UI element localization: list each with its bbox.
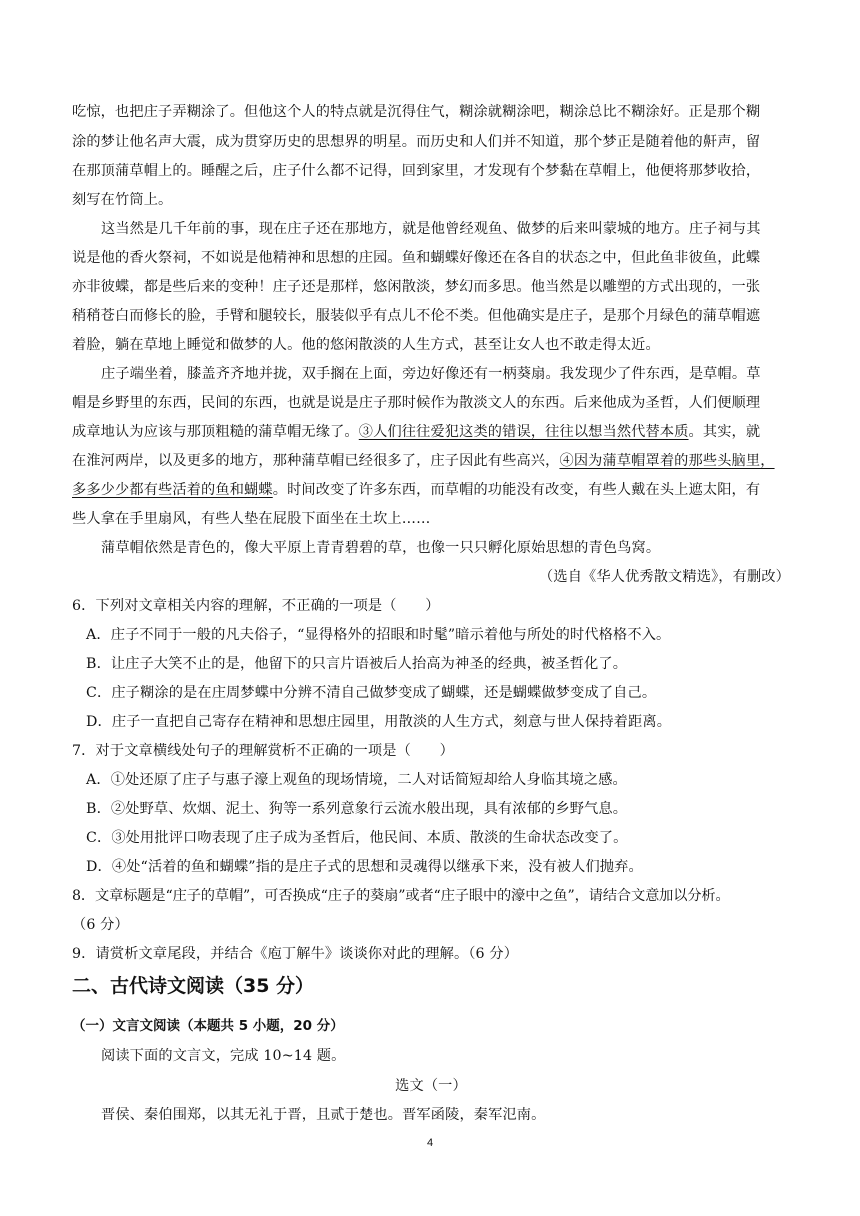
passage-text: 。时间改变了许多东西，而草帽的功能没有改变，有些人戴在头上遮太阳，有 xyxy=(272,482,761,498)
passage-line: 涂的梦让他名声大震，成为贯穿历史的思想界的明星。而历史和人们并不知道，那个梦正是随着他的鼾声，留 xyxy=(72,134,761,150)
passage-line: 稍稍苍白而修长的脸，手臂和腿较长，服装似乎有点儿不伦不类。但他确实是庄子，是那个月绿色的蒲草帽遮 xyxy=(72,308,761,324)
question-9-stem: 9．请赏析文章尾段，并结合《庖丁解牛》谈谈你对此的理解。（6 分） xyxy=(72,946,519,962)
question-7-option-d: D．④处“活着的鱼和蝴蝶”指的是庄子式的思想和灵魂得以继承下来，没有被人们抛弃。 xyxy=(86,859,643,875)
passage-line xyxy=(72,422,790,442)
question-6-option-c: C．庄子糊涂的是在庄周梦蝶中分辨不清自己做梦变成了蝴蝶，还是蝴蝶做梦变成了自己。 xyxy=(86,685,657,701)
passage-line: 些人拿在手里扇风，有些人垫在屁股下面坐在土坎上…… xyxy=(72,511,431,527)
selection-title: 选文（一） xyxy=(395,1078,467,1094)
source-citation: （选自《华人优秀散文精选》，有删改） xyxy=(539,569,790,585)
instruction-text: 阅读下面的文言文，完成 10~14 题。 xyxy=(101,1048,346,1064)
question-7-option-b: B．②处野草、炊烟、泥土、狗等一系列意象行云流水般出现，具有浓郁的乡野气息。 xyxy=(86,801,628,817)
passage-text: 成章地认为应该与那顶粗糙的蒲草帽无缘了。 xyxy=(72,424,359,440)
passage-text: 。其实，就 xyxy=(688,424,761,440)
underlined-sentence-3: ③人们往往爱犯这类的错误，往往以想当然代替本质 xyxy=(358,424,689,440)
passage-line: 这当然是几千年前的事，现在庄子还在那地方，就是他曾经观鱼、做梦的后来叫蒙城的地方。庄子祠与其 xyxy=(101,221,761,237)
question-6-option-b: B．让庄子大笑不止的是，他留下的只言片语被后人抬高为神圣的经典，被圣哲化了。 xyxy=(86,656,628,672)
passage-line: 庄子端坐着，膝盖齐齐地并拢，双手搁在上面，旁边好像还有一柄葵扇。我发现少了件东西，是草帽。草 xyxy=(101,366,761,382)
subsection-heading: （一）文言文阅读（本题共 5 小题，20 分） xyxy=(72,1018,344,1034)
underlined-sentence-4-cont: 多多少少都有些活着的鱼和蝴蝶 xyxy=(72,482,273,498)
passage-line: 帽是乡野里的东西，民间的东西，也就是说是庄子那时候作为散淡文人的东西。后来他成为圣哲，人们便顺理 xyxy=(72,395,761,411)
passage-line: 刻写在竹筒上。 xyxy=(72,192,173,208)
passage-line xyxy=(72,480,790,500)
question-8-stem: 8．文章标题是“庄子的草帽”，可否换成“庄子的葵扇”或者“庄子眼中的濠中之鱼”，请结合文意加以分析。 xyxy=(72,888,730,904)
passage-line: 亦非彼蝶，都是些后来的变种！庄子还是那样，悠闲散淡，梦幻而多思。他当然是以雕塑的方式出现的，一张 xyxy=(72,279,761,295)
question-6-stem: 6．下列对文章相关内容的理解，不正确的一项是（ ） xyxy=(72,598,440,614)
question-8-score: （6 分） xyxy=(72,917,129,933)
question-6-option-a: A．庄子不同于一般的凡夫俗子，“显得格外的招眼和时髦”暗示着他与所处的时代格格不入。 xyxy=(86,627,671,643)
passage-line: 吃惊，也把庄子弄糊涂了。但他这个人的特点就是沉得住气，糊涂就糊涂吧，糊涂总比不糊涂好。正是那个糊 xyxy=(72,104,761,120)
section-heading: 二、古代诗文阅读（35 分） xyxy=(72,975,315,997)
passage-line: 在那顶蒲草帽上的。睡醒之后，庄子什么都不记得，回到家里，才发现有个梦黏在草帽上，他便将那梦收拾， xyxy=(72,163,761,179)
classical-text-line: 晋侯、秦伯围郑，以其无礼于晋，且贰于楚也。晋军函陵，秦军氾南。 xyxy=(101,1107,546,1123)
passage-line: 蒲草帽依然是青色的，像大平原上青青碧碧的草，也像一只只孵化原始思想的青色鸟窝。 xyxy=(101,540,661,556)
passage-line: 着脸，躺在草地上睡觉和做梦的人。他的悠闲散淡的人生方式，甚至让女人也不敢走得太近。 xyxy=(72,337,660,353)
question-6-option-d: D．庄子一直把自己寄存在精神和思想庄园里，用散淡的人生方式，刻意与世人保持着距离。 xyxy=(86,714,672,730)
passage-line xyxy=(72,451,790,471)
question-7-option-a: A．①处还原了庄子与惠子濠上观鱼的现场情境，二人对话简短却给人身临其境之感。 xyxy=(86,772,627,788)
question-7-option-c: C．③处用批评口吻表现了庄子成为圣哲后，他民间、本质、散淡的生命状态改变了。 xyxy=(86,830,628,846)
passage-line: 说是他的香火祭祠，不如说是他精神和思想的庄园。鱼和蝴蝶好像还在各自的状态之中，但此鱼非彼鱼，此蝶 xyxy=(72,250,761,266)
underlined-sentence-4: ④因为蒲草帽罩着的那些头脑里， xyxy=(559,453,775,469)
page-number: 4 xyxy=(426,1137,434,1149)
passage-text: 在淮河两岸，以及更多的地方，那种蒲草帽已经很多了，庄子因此有些高兴， xyxy=(72,453,560,469)
question-7-stem: 7．对于文章横线处句子的理解赏析不正确的一项是（ ） xyxy=(72,743,454,759)
